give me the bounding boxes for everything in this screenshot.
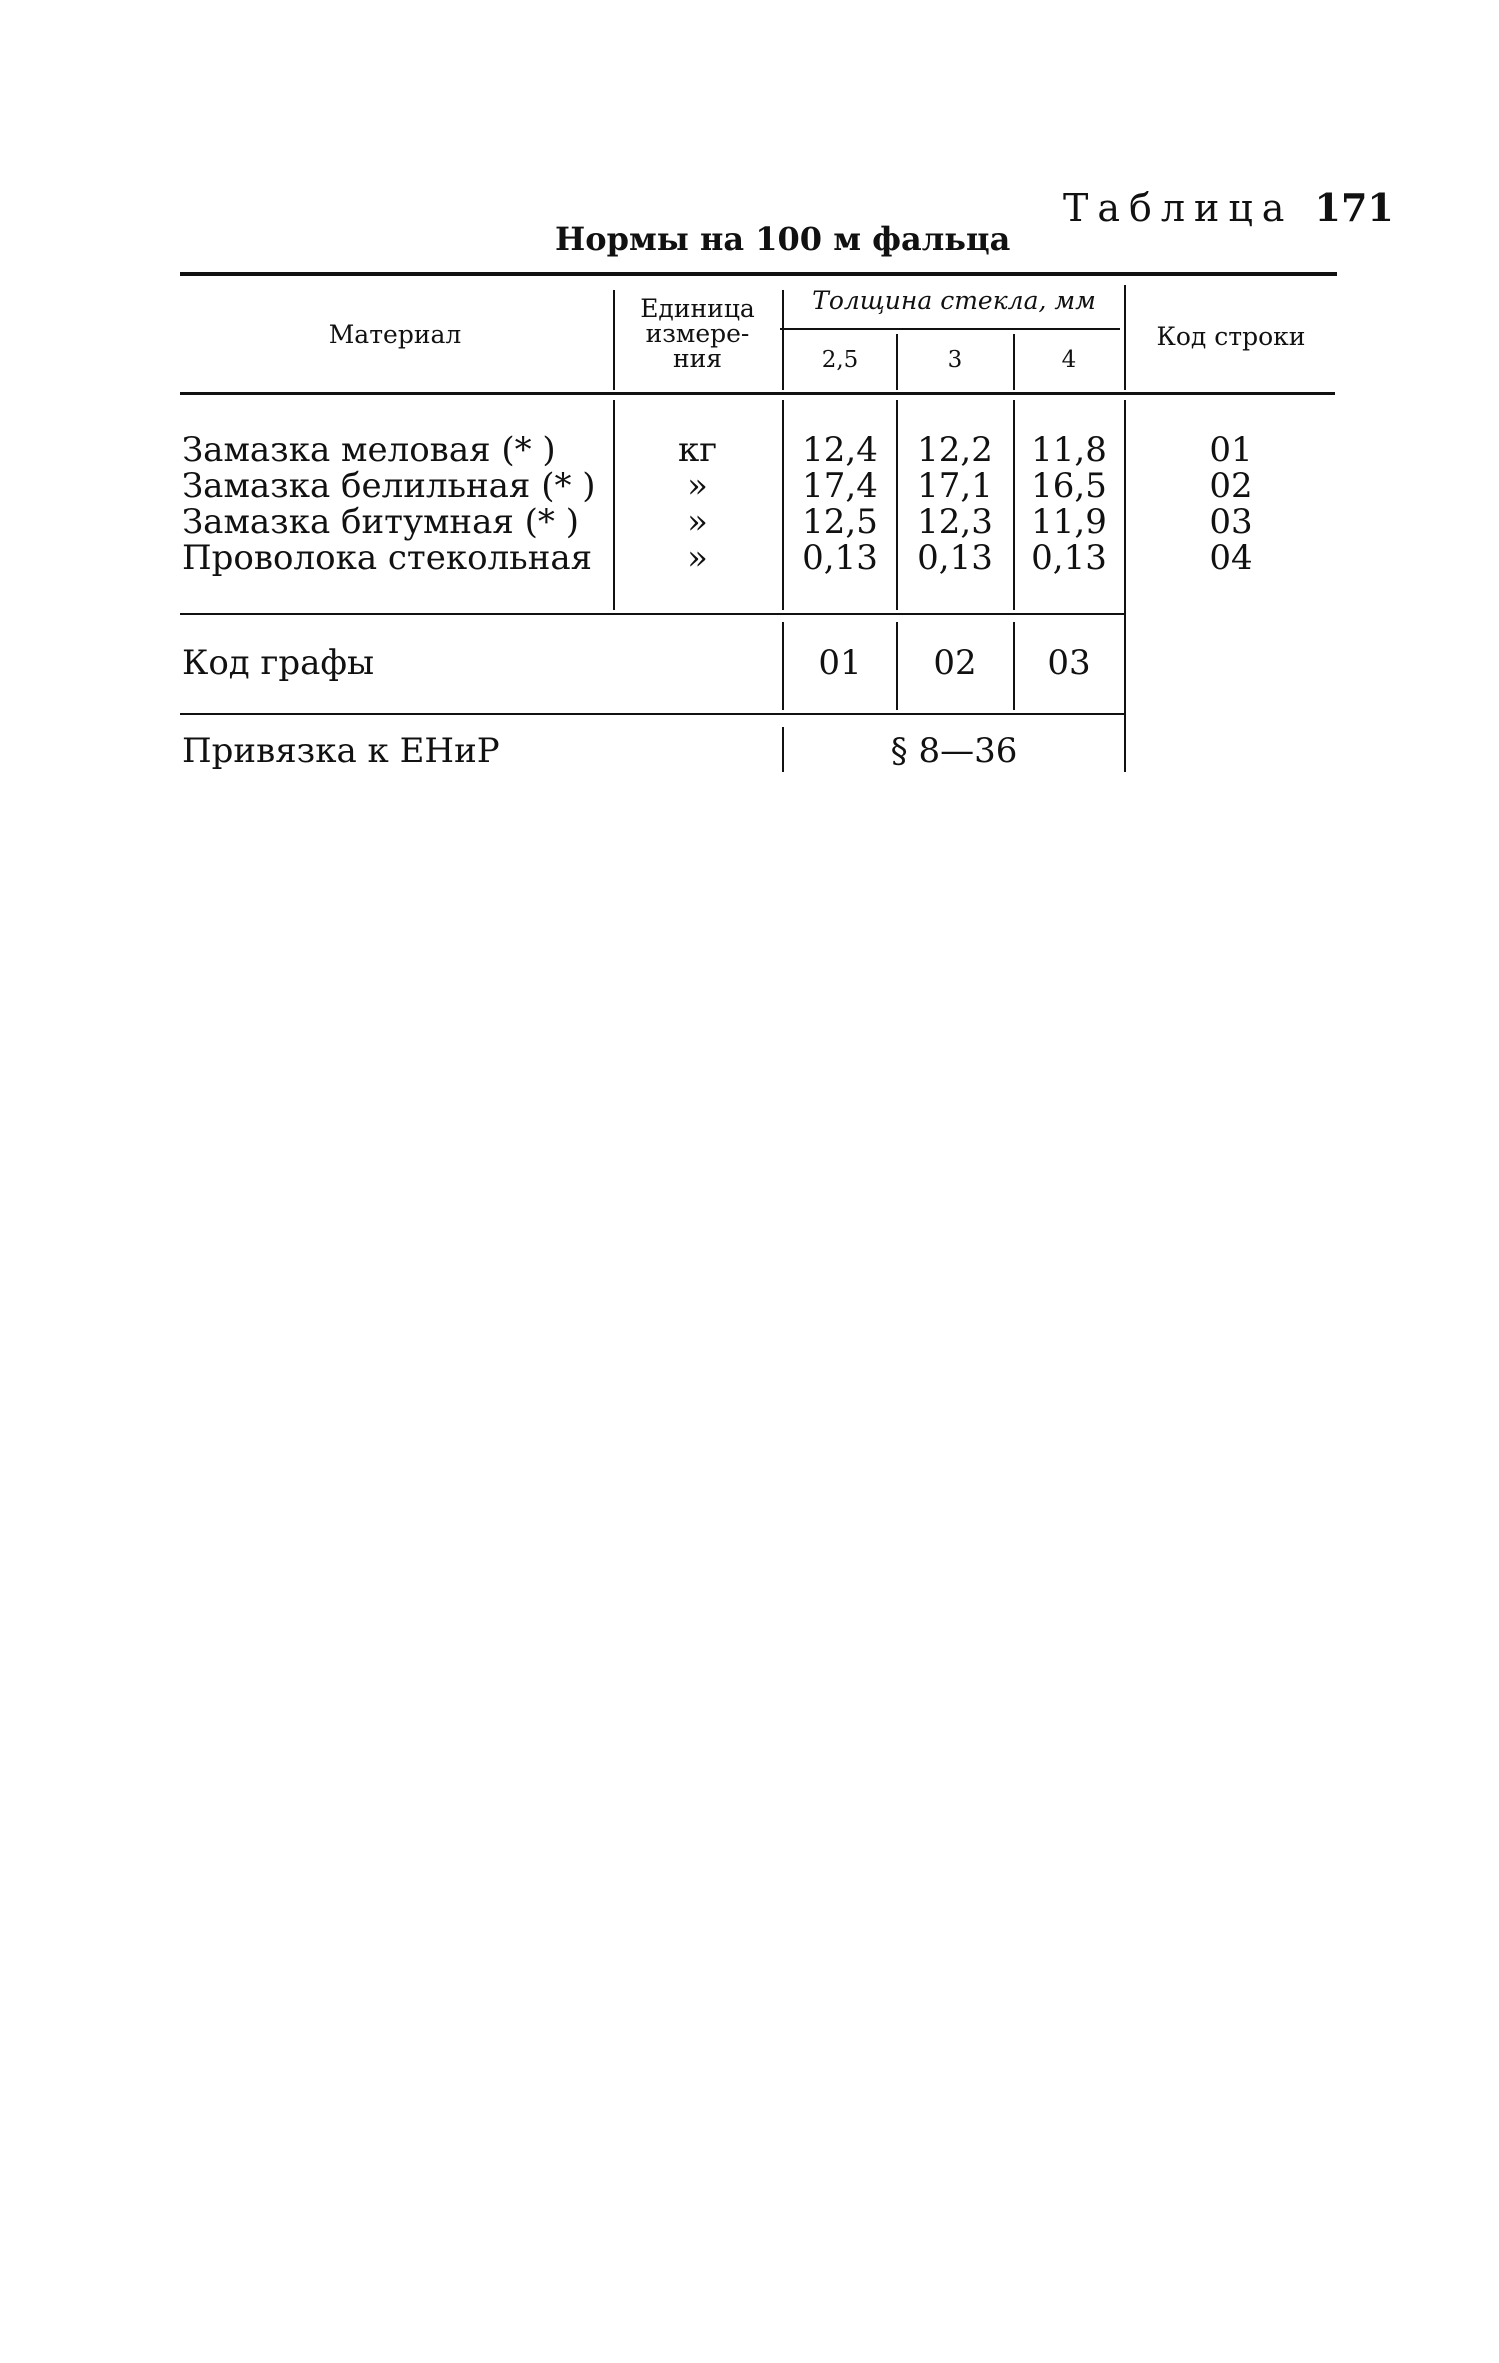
col-divider-2-body (782, 400, 784, 610)
table-body-units (615, 432, 780, 576)
row-code-cell: 04 (1209, 538, 1253, 578)
table-body-col-3 (898, 432, 1012, 576)
value-cell: 16,5 (1031, 466, 1107, 506)
table-top-rule (180, 272, 1337, 276)
column-code-cell: 03 (1047, 643, 1091, 683)
table-body-materials (182, 432, 596, 576)
value-cell: 12,2 (917, 430, 993, 470)
material-cell: Замазка меловая (* ) (182, 430, 556, 470)
material-cell: Замазка белильная (* ) (182, 466, 596, 506)
unit-cell: » (687, 466, 708, 506)
table-body-col-4 (1015, 432, 1123, 576)
col-divider-2-enir (782, 727, 784, 772)
value-cell: 11,8 (1031, 430, 1107, 470)
page-title: Нормы на 100 м фальца (555, 220, 1011, 258)
column-code-cell: 02 (933, 643, 977, 683)
value-cell: 0,13 (1031, 538, 1107, 578)
header-unit-line-1: Единица (640, 294, 755, 323)
value-cell: 0,13 (917, 538, 993, 578)
code-row-bottom-rule (180, 713, 1125, 715)
table-label-word: Таблица (1063, 186, 1294, 230)
material-cell: Замазка битумная (* ) (182, 502, 579, 542)
header-unit-line-2: измере- (645, 319, 750, 348)
header-unit-line-3: ния (672, 344, 723, 373)
row-code-cell: 01 (1209, 430, 1253, 470)
col-divider-2-head (782, 290, 784, 390)
table-body-row-codes (1126, 432, 1336, 576)
header-row-code: Код строки (1156, 322, 1306, 351)
column-code-cell: 01 (818, 643, 862, 683)
unit-cell: » (687, 538, 708, 578)
row-code-cell: 03 (1209, 502, 1253, 542)
material-cell: Проволока стекольная (182, 538, 593, 578)
table-number: 171 (1314, 185, 1394, 230)
table-body-col-2-5 (785, 432, 895, 576)
value-cell: 12,4 (802, 430, 878, 470)
value-cell: 17,4 (802, 466, 878, 506)
thickness-rule (780, 328, 1120, 330)
value-cell: 12,3 (917, 502, 993, 542)
column-code-label: Код графы (182, 643, 375, 683)
value-cell: 17,1 (917, 466, 993, 506)
header-thickness-4: 4 (1061, 347, 1077, 373)
col-divider-2-code (782, 622, 784, 710)
header-thickness: Толщина стекла, мм (812, 286, 1096, 315)
header-thickness-2-5: 2,5 (821, 347, 859, 373)
header-unit (615, 296, 780, 371)
header-bottom-rule (180, 392, 1335, 395)
row-code-cell: 02 (1209, 466, 1253, 506)
header-thickness-3: 3 (947, 347, 963, 373)
body-bottom-rule (180, 613, 1125, 615)
enir-label: Привязка к ЕНиР (182, 731, 500, 771)
header-material: Материал (328, 320, 462, 349)
unit-cell: » (687, 502, 708, 542)
table-label (1063, 185, 1394, 230)
unit-cell: кг (677, 430, 718, 470)
value-cell: 11,9 (1031, 502, 1107, 542)
value-cell: 12,5 (802, 502, 878, 542)
enir-value: § 8—36 (890, 731, 1018, 771)
value-cell: 0,13 (802, 538, 878, 578)
